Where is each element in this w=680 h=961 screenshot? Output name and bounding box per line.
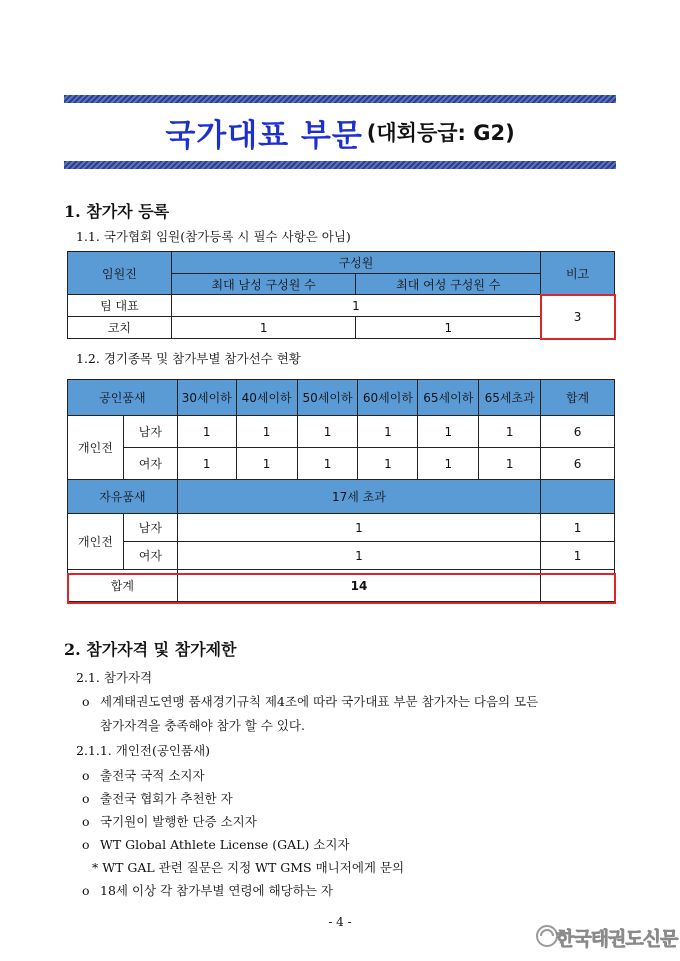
row-total: 6	[541, 448, 615, 480]
th-recognized-poomsae: 공인품새	[68, 380, 178, 416]
bullet-mark: o	[82, 768, 90, 783]
cell-value: 1	[171, 295, 540, 317]
list-item	[82, 812, 257, 830]
section2-heading: 2. 참가자격 및 참가제한	[64, 640, 237, 659]
athlete-table	[67, 379, 615, 602]
cell-value: 1	[177, 542, 540, 570]
table-row	[68, 542, 615, 570]
th-age-group: 60세이하	[358, 380, 418, 416]
gal-note: * WT GAL 관련 질문은 지정 WT GMS 매니저에게 문의	[92, 860, 405, 875]
section1-sub1: 1.1. 국가협회 임원(참가등록 시 필수 사항은 아님)	[76, 229, 351, 244]
title-rule-top	[64, 95, 616, 103]
table-row	[68, 514, 615, 542]
gender-label: 남자	[123, 416, 177, 448]
gender-label: 남자	[123, 514, 177, 542]
th-male-max: 최대 남성 구성원 수	[171, 274, 356, 295]
cell-value: 1	[297, 448, 358, 480]
cell-value: 1	[236, 416, 297, 448]
th-freestyle-total	[541, 480, 615, 514]
grand-total-value: 14	[177, 570, 540, 602]
intro-text-1: 세계태권도연맹 품새경기규칙 제4조에 따라 국가대표 부문 참가자는 다음의 모든	[100, 694, 539, 709]
intro-line-1	[82, 692, 538, 710]
row-label: 팀 대표	[68, 295, 172, 317]
th-freestyle-poomsae: 자유품새	[68, 480, 178, 514]
bullet-mark: o	[82, 791, 90, 806]
row-total: 6	[541, 416, 615, 448]
total-highlight-box	[67, 573, 616, 604]
table-row	[68, 295, 615, 317]
table-row	[68, 416, 615, 448]
cell-value: 1	[358, 416, 418, 448]
title-row	[64, 103, 616, 161]
list-item-text: WT Global Athlete License (GAL) 소지자	[100, 837, 350, 852]
title-banner	[64, 95, 616, 169]
cell-value: 1	[171, 317, 356, 339]
list-item-text: 출전국 국적 소지자	[100, 768, 205, 783]
section2-sub2: 2.1.1. 개인전(공인품새)	[76, 743, 211, 758]
th-age-group: 30세이하	[177, 380, 236, 416]
bullet-mark: o	[82, 814, 90, 829]
individual-label: 개인전	[68, 416, 124, 480]
title-rule-bottom	[64, 161, 616, 169]
section1-sub2: 1.2. 경기종목 및 참가부별 참가선수 현황	[76, 351, 301, 366]
table-row	[68, 317, 615, 339]
list-item-text: 국기원이 발행한 단증 소지자	[100, 814, 257, 829]
cell-value: 1	[177, 514, 540, 542]
cell-value: 1	[418, 448, 479, 480]
table-row	[68, 448, 615, 480]
section2-sub1: 2.1. 참가자격	[76, 670, 153, 685]
cell-value: 1	[356, 317, 541, 339]
th-age-group: 40세이하	[236, 380, 297, 416]
row-total: 1	[541, 514, 615, 542]
note-highlight-box	[540, 294, 616, 340]
bullet-mark: o	[82, 883, 90, 898]
list-item	[82, 881, 333, 899]
list-item-text: 18세 이상 각 참가부별 연령에 해당하는 자	[100, 883, 333, 898]
list-item-text: 출전국 협회가 추천한 자	[100, 791, 233, 806]
cell-value: 1	[418, 416, 479, 448]
cell-value: 1	[236, 448, 297, 480]
cell-value: 1	[177, 416, 236, 448]
staff-table	[67, 251, 615, 339]
list-item	[82, 789, 233, 807]
th-staff: 임원진	[68, 252, 172, 295]
page-title: 국가대표 부문	[165, 117, 363, 154]
intro-line-2: 참가자격을 충족해야 참가 할 수 있다.	[100, 718, 305, 733]
th-female-max: 최대 여성 구성원 수	[356, 274, 541, 295]
bullet-mark: o	[82, 837, 90, 852]
cell-value: 1	[479, 416, 541, 448]
note-value: 3	[541, 295, 615, 339]
list-item	[82, 766, 205, 784]
section1-heading: 1. 참가자 등록	[64, 202, 170, 221]
page-number: - 4 -	[328, 915, 352, 929]
cell-value: 1	[358, 448, 418, 480]
list-item	[82, 835, 350, 853]
gender-label: 여자	[123, 448, 177, 480]
th-age-group: 65세이하	[418, 380, 479, 416]
cell-value: 1	[479, 448, 541, 480]
th-members: 구성원	[171, 252, 540, 274]
cell-value: 1	[297, 416, 358, 448]
th-age-group: 50세이하	[297, 380, 358, 416]
th-note: 비고	[541, 252, 615, 295]
individual-label: 개인전	[68, 514, 124, 570]
page-title-grade: (대회등급: G2)	[366, 121, 515, 145]
bullet-mark: o	[82, 694, 90, 709]
row-total: 1	[541, 542, 615, 570]
th-freestyle-age: 17세 초과	[177, 480, 540, 514]
gender-label: 여자	[123, 542, 177, 570]
grand-total-label: 합계	[68, 570, 178, 602]
th-age-group: 65세초과	[479, 380, 541, 416]
th-total: 합계	[541, 380, 615, 416]
cell-value: 1	[177, 448, 236, 480]
watermark-text: 한국태권도신문	[556, 928, 678, 950]
row-label: 코치	[68, 317, 172, 339]
